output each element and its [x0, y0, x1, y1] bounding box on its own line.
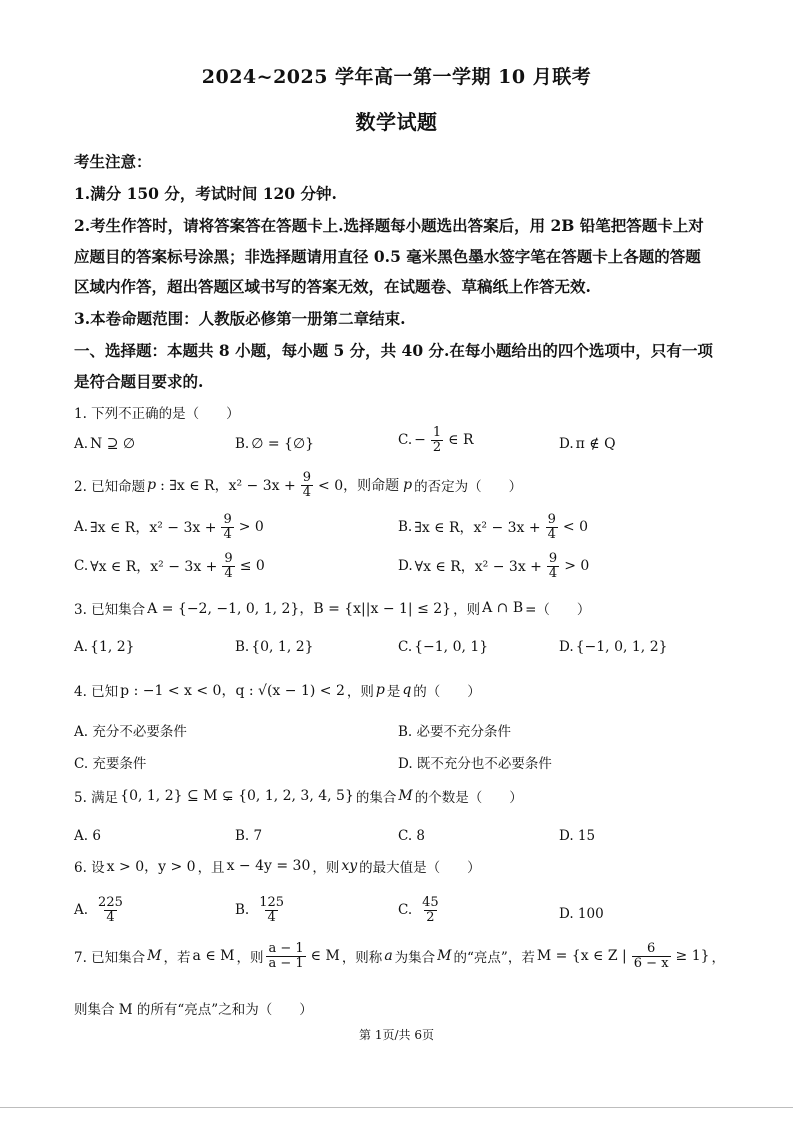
q1-stem: 1. 下列不正确的是（ ） [74, 406, 240, 422]
q4-option-d: D. 既不充分也不必要条件 [398, 756, 552, 772]
q6-option-d: D. 100 [559, 906, 604, 922]
q5-option-b: B. 7 [235, 828, 263, 844]
bottom-divider [0, 1107, 793, 1108]
notice-heading: 考生注意： [74, 152, 152, 171]
q4-option-c: C. 充要条件 [74, 756, 147, 772]
q3-option-d: D. {−1, 0, 1, 2} [559, 639, 668, 655]
q6-stem: 6. 设 x > 0，y > 0 ，且 x − 4y = 30 ，则 xy 的最大值是（ ） [74, 858, 481, 876]
exam-subtitle: 数学试题 [355, 110, 438, 134]
q4-option-a: A. 充分不必要条件 [74, 724, 187, 740]
section-heading-line-2: 是符合题目要求的. [74, 372, 204, 391]
notice-line-3: 应题目的答案标号涂黑；非选择题请用直径 0.5 毫米黑色墨水签字笔在答题卡上各题的答题 [74, 247, 701, 266]
q2-option-b: B. ∃x ∈ R，x² − 3x + $\frac{9}{4}$ < 0 [398, 512, 589, 542]
q3-option-a: A. {1, 2} [74, 639, 135, 655]
q1-option-d: D. π ∉ Q [559, 436, 616, 452]
page-footer: 第 1页/共 6页 [359, 1028, 434, 1042]
q2-option-d: D. ∀x ∈ R，x² − 3x + $\frac{9}{4}$ > 0 [398, 551, 590, 581]
q4-stem: 4. 已知 p : −1 < x < 0，q : √(x − 1) < 2 ，则 p 是 q 的（ ） [74, 682, 481, 700]
notice-line-1: 1.满分 150 分，考试时间 120 分钟. [74, 184, 337, 203]
q7-stem-line-2: 则集合 M 的所有“亮点”之和为（ ） [74, 1002, 313, 1018]
q5-option-a: A. 6 [74, 828, 101, 844]
notice-line-4: 区域内作答，超出答题区域书写的答案无效，在试题卷、草稿纸上作答无效. [74, 277, 591, 296]
q3-stem: 3. 已知集合 A = {−2, −1, 0, 1, 2}，B = {x||x − 1| ≤ 2} ，则 A ∩ B =（ ） [74, 600, 591, 618]
q1-option-c: C. − $\frac{1}{2}$ ∈ R [398, 425, 474, 455]
q6-option-c: C. $\frac{45}{2}$ [398, 895, 439, 925]
section-heading-line-1: 一、选择题：本题共 8 小题，每小题 5 分，共 40 分.在每小题给出的四个选项中，只有一项 [74, 341, 713, 360]
q6-option-a: A. $\frac{225}{4}$ [74, 895, 123, 925]
q2-option-a: A. ∃x ∈ R，x² − 3x + $\frac{9}{4}$ > 0 [74, 512, 264, 542]
q2-option-c: C. ∀x ∈ R，x² − 3x + $\frac{9}{4}$ ≤ 0 [74, 551, 265, 581]
exam-title: 2024~2025 学年高一第一学期 10 月联考 [201, 66, 592, 88]
q5-option-d: D. 15 [559, 828, 596, 844]
q5-option-c: C. 8 [398, 828, 426, 844]
q1-option-b: B. ∅ = {∅} [235, 436, 315, 452]
notice-line-2: 2.考生作答时，请将答案答在答题卡上.选择题每小题选出答案后，用 2B 铅笔把答题卡上对 [74, 216, 704, 235]
q3-option-c: C. {−1, 0, 1} [398, 639, 489, 655]
notice-line-5: 3.本卷命题范围：人教版必修第一册第二章结束. [74, 309, 406, 328]
q5-stem: 5. 满足 {0, 1, 2} ⊆ M ⊊ {0, 1, 2, 3, 4, 5} 的集合 M 的个数是（ ） [74, 788, 523, 806]
q7-stem: 7. 已知集合 M ，若 a ∈ M ，则 $\frac{a - 1}{a - 1}$ ∈ M ，则称 a 为集合 M 的“亮点”，若 M = {x ∈ Z | $\frac{6}{6 - x}$ ≥ 1} ， [74, 941, 726, 971]
q2-stem: 2. 已知命题 p : ∃x ∈ R，x² − 3x + $\frac{9}{4}$ < 0，则命题 p 的否定为（ ） [74, 470, 523, 500]
q1-option-a: A. N ⊇ ∅ [74, 436, 136, 452]
q3-option-b: B. {0, 1, 2} [235, 639, 314, 655]
q4-option-b: B. 必要不充分条件 [398, 724, 512, 740]
q6-option-b: B. $\frac{125}{4}$ [235, 895, 285, 925]
